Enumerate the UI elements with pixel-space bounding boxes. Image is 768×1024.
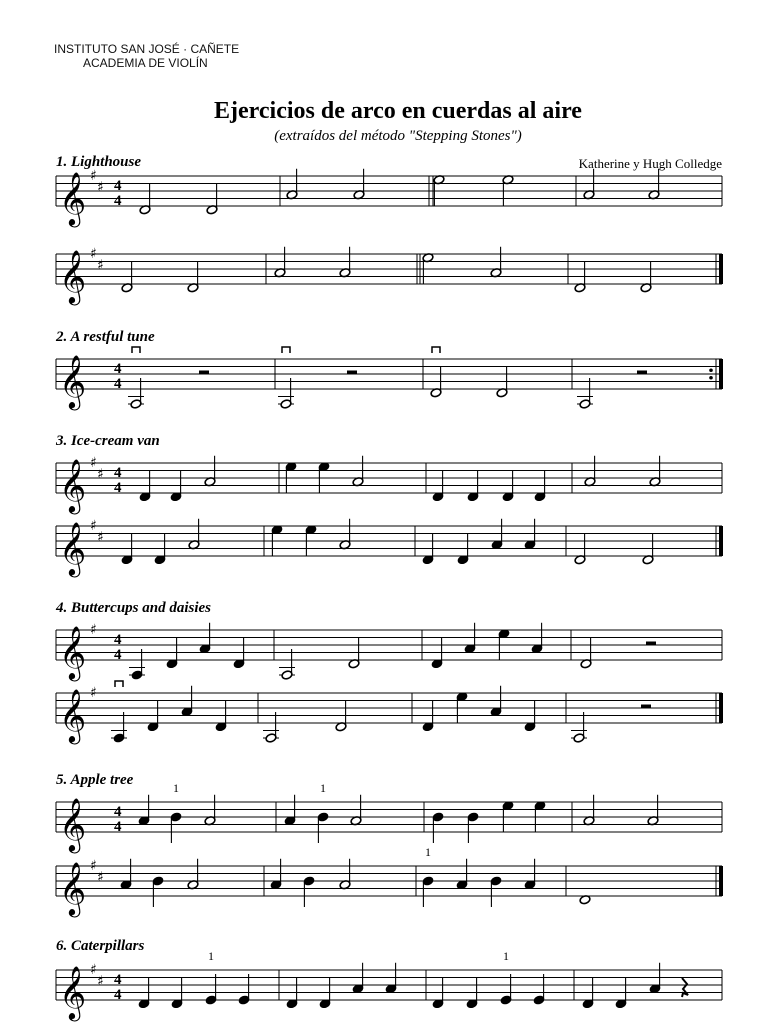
time-signature-bottom: 4 (114, 987, 122, 1003)
fingering-mark: 1 (208, 949, 214, 963)
final-barline-thick (719, 866, 723, 896)
time-signature-bottom: 4 (114, 193, 122, 209)
treble-clef-icon: 𝄞 (59, 625, 87, 679)
time-signature-top: 4 (114, 465, 122, 481)
half-rest-icon (646, 642, 656, 646)
fingering-mark: 1 (425, 845, 431, 859)
final-barline-thick (719, 254, 723, 284)
composer-credit: Katherine y Hugh Colledge (578, 156, 722, 171)
repeat-dot (709, 376, 713, 380)
page-title: Ejercicios de arco en cuerdas al aire (214, 98, 582, 124)
time-signature-top: 4 (114, 804, 122, 820)
institution-name: INSTITUTO SAN JOSÉ · CAÑETE (54, 42, 240, 56)
quarter-rest-icon (682, 978, 688, 997)
fingering-mark: 1 (320, 781, 326, 795)
repeat-dot (709, 368, 713, 372)
treble-clef-icon: 𝄞 (59, 965, 87, 1019)
sharp-icon: ♯ (97, 466, 104, 483)
half-rest-icon (347, 371, 357, 375)
treble-clef-icon: 𝄞 (59, 521, 87, 575)
sharp-icon: ♯ (97, 529, 104, 546)
sharp-icon: ♯ (90, 962, 97, 978)
fingering-mark: 1 (173, 781, 179, 795)
sharp-icon: ♯ (90, 685, 97, 701)
time-signature-top: 4 (114, 361, 122, 377)
time-signature-bottom: 4 (114, 480, 122, 496)
exercise-title-1: 1. Lighthouse (56, 154, 142, 170)
sharp-icon: ♯ (97, 257, 104, 274)
sharp-icon: ♯ (90, 246, 97, 262)
final-barline-thick (719, 526, 723, 556)
fingering-mark: 1 (503, 949, 509, 963)
sharp-icon: ♯ (90, 455, 97, 471)
sharp-icon: ♯ (90, 168, 97, 184)
sharp-icon: ♯ (90, 622, 97, 638)
down-bow-icon (115, 681, 123, 687)
time-signature-top: 4 (114, 972, 122, 988)
sharp-icon: ♯ (97, 869, 104, 886)
exercise-title-2: 2. A restful tune (56, 329, 155, 345)
exercise-title-4: 4. Buttercups and daisies (56, 600, 212, 616)
final-barline-thick (719, 693, 723, 723)
final-barline-thick (719, 359, 723, 389)
treble-clef-icon: 𝄞 (59, 688, 87, 742)
exercise-title-6: 6. Caterpillars (56, 938, 145, 954)
sharp-icon: ♯ (90, 518, 97, 534)
time-signature-top: 4 (114, 632, 122, 648)
page-subtitle: (extraídos del método "Stepping Stones") (274, 128, 522, 144)
half-rest-icon (637, 371, 647, 375)
sharp-icon: ♯ (90, 858, 97, 874)
half-rest-icon (641, 705, 651, 709)
treble-clef-icon: 𝄞 (59, 797, 87, 851)
down-bow-icon (432, 347, 440, 353)
exercise-title-5: 5. Apple tree (56, 772, 134, 788)
exercise-title-3: 3. Ice-cream van (56, 433, 160, 449)
sharp-icon: ♯ (97, 179, 104, 196)
treble-clef-icon: 𝄞 (59, 861, 87, 915)
treble-clef-icon: 𝄞 (59, 171, 87, 225)
down-bow-icon (282, 347, 290, 353)
down-bow-icon (132, 347, 140, 353)
time-signature-bottom: 4 (114, 647, 122, 663)
academy-name: ACADEMIA DE VIOLÍN (83, 56, 208, 70)
half-rest-icon (199, 371, 209, 375)
treble-clef-icon: 𝄞 (59, 458, 87, 512)
time-signature-top: 4 (114, 178, 122, 194)
time-signature-bottom: 4 (114, 819, 122, 835)
treble-clef-icon: 𝄞 (59, 354, 87, 408)
sharp-icon: ♯ (97, 973, 104, 990)
treble-clef-icon: 𝄞 (59, 249, 87, 303)
time-signature-bottom: 4 (114, 376, 122, 392)
